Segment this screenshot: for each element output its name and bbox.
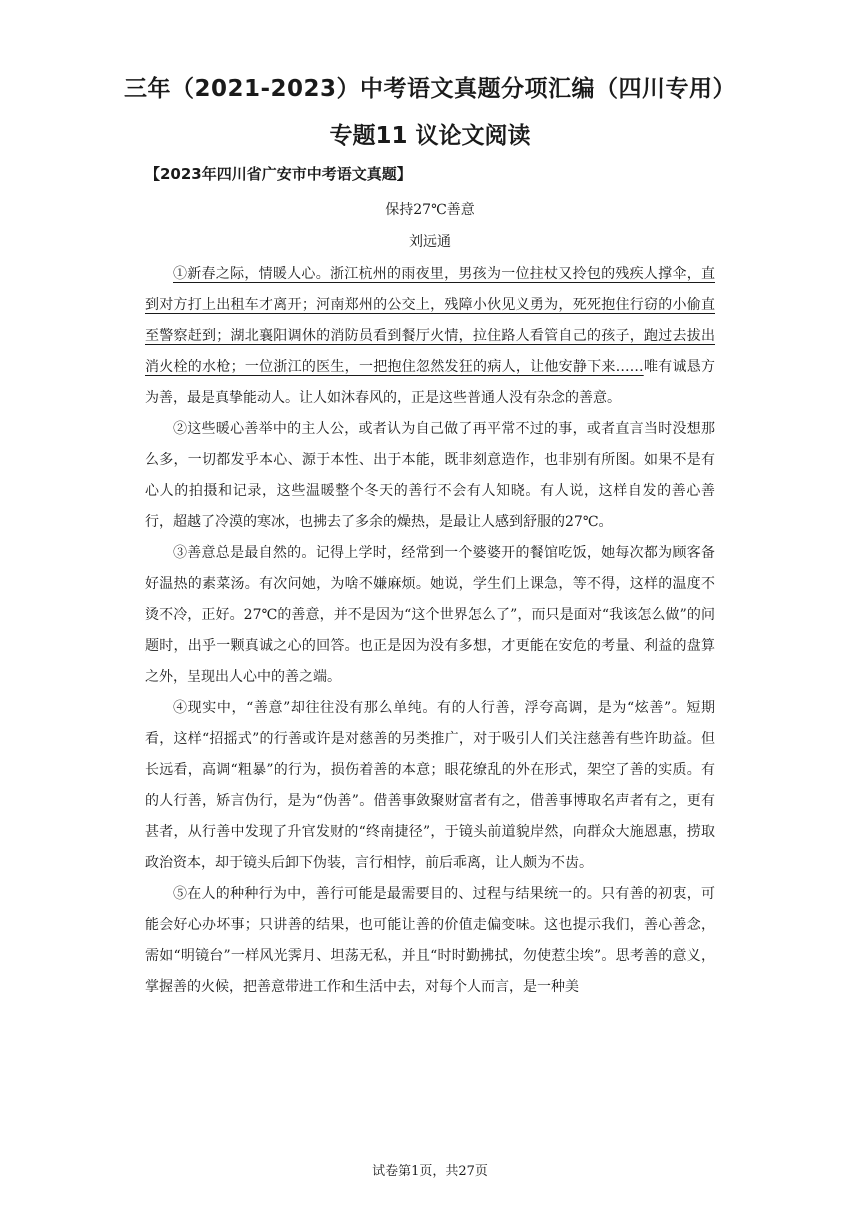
- section-label: 【2023年四川省广安市中考语文真题】: [145, 165, 412, 183]
- paragraph-3: ③善意总是最自然的。记得上学时，经常到一个婆婆开的餐馆吃饭，她每次都为顾客备好温热的素菜汤。有次问她，为啥不嫌麻烦。她说，学生们上课急，等不得，这样的温度不烫不冷，正好。27℃的善意，并不是因为“这个世界怎么了”，而只是面对“我该怎么做”的问题时，出乎一颗真诚之心的回答。也正是因为没有多想，才更能在安危的考量、利益的盘算之外，呈现出人心中的善之端。: [145, 545, 715, 685]
- main-title: 三年（2021-2023）中考语文真题分项汇编（四川专用）: [123, 76, 737, 102]
- paragraph-4: ④现实中，“善意”却往往没有那么单纯。有的人行善，浮夸高调，是为“炫善”。短期看，这样“招摇式”的行善或许是对慈善的另类推广，对于吸引人们关注慈善有些许助益。但长远看，高调“粗暴”的行为，损伤着善的本意；眼花缭乱的外在形式，架空了善的实质。有的人行善，矫言伪行，是为“伪善”。借善事敛聚财富者有之，借善事博取名声者有之，更有甚者，从行善中发现了升官发财的“终南捷径”，于镜头前道貌岸然，向群众大施恩惠，捞取政治资本，却于镜头后卸下伪装，言行相悖，前后乖离，让人颇为不齿。: [145, 700, 715, 871]
- underlined-passage: ①新春之际，情暖人心。浙江杭州的雨夜里，男孩为一位拄杖又拎包的残疾人撑伞，直到对方打上出租车才离开；河南郑州的公交上，残障小伙见义勇为，死死抱住行窃的小偷直至警察赶到；湖北襄阳调休的消防员看到餐厅火情，拉住路人看管自己的孩子，跑过去拔出消火栓的水枪；一位浙江的医生，一把抱住忽然发狂的病人，让他安静下来……: [145, 266, 715, 375]
- sub-title: 专题11 议论文阅读: [329, 123, 531, 149]
- article-title: 保持27℃善意: [385, 202, 475, 218]
- page-footer: 试卷第1页，共27页: [372, 1164, 488, 1179]
- paragraph-2: ②这些暖心善举中的主人公，或者认为自己做了再平常不过的事，或者直言当时没想那么多，一切都发乎本心、源于本性、出于本能，既非刻意造作，也非别有所图。如果不是有心人的拍摄和记录，这些温暖整个冬天的善行不会有人知晓。有人说，这样自发的善心善行，超越了冷漠的寒冰，也拂去了多余的燥热，是最让人感到舒服的27℃。: [145, 421, 715, 530]
- paragraph-1-rest: 唯有诚恳方为善，最是真挚能动人。让人如沐春风的，正是这些普通人没有杂念的善意。: [145, 359, 716, 406]
- article-author: 刘远通: [409, 234, 451, 250]
- article-body: [145, 259, 715, 1003]
- paragraph-1: [145, 259, 715, 414]
- paragraph-5: ⑤在人的种种行为中，善行可能是最需要目的、过程与结果统一的。只有善的初衷，可能会好心办坏事；只讲善的结果，也可能让善的价值走偏变味。这也提示我们，善心善念，需如“明镜台”一样风光霁月、坦荡无私，并且“时时勤拂拭，勿使惹尘埃”。思考善的意义，掌握善的火候，把善意带进工作和生活中去，对每个人而言，是一种美: [145, 886, 715, 995]
